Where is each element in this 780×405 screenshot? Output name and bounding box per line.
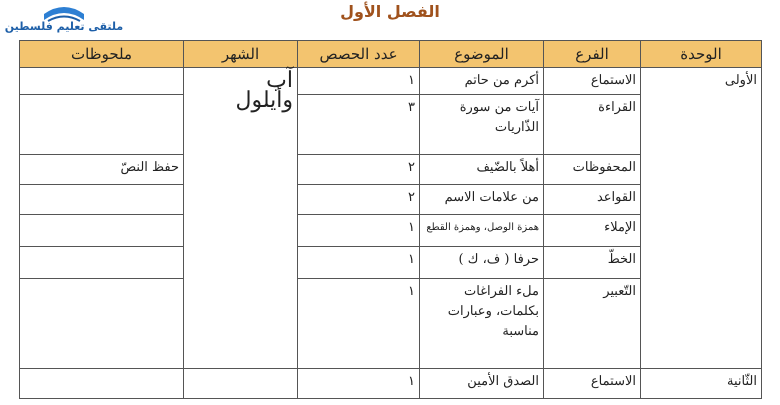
- topic-cell: من علامات الاسم: [420, 185, 544, 215]
- notes-cell: [20, 369, 184, 399]
- header-notes: ملحوظات: [20, 41, 184, 68]
- logo-text: ملتقى تعليم فلسطين: [4, 20, 124, 33]
- branch-cell: الاستماع: [544, 68, 641, 95]
- header-topic: الموضوع: [420, 41, 544, 68]
- plan-table: [19, 40, 762, 399]
- notes-cell: [20, 215, 184, 247]
- table-row: [20, 369, 762, 399]
- topic-cell: حرفا ( ف، ك ): [420, 247, 544, 279]
- periods-cell: ٢: [298, 185, 420, 215]
- topic-cell: أهلاً بالضّيف: [420, 155, 544, 185]
- month-line-1: آب: [266, 68, 293, 93]
- topic-cell: ملء الفراغات بكلمات، وعبارات مناسبة: [420, 279, 544, 369]
- notes-cell: [20, 185, 184, 215]
- table-row: [20, 68, 762, 95]
- site-logo: [4, 0, 124, 44]
- periods-cell: ٢: [298, 155, 420, 185]
- header-month: الشهر: [184, 41, 298, 68]
- notes-cell: حفظ النصّ: [20, 155, 184, 185]
- topic-cell: الصدق الأمين: [420, 369, 544, 399]
- table-header-row: [20, 41, 762, 68]
- topic-cell: أكرم من حاتم: [420, 68, 544, 95]
- unit-cell: الثّانية: [641, 369, 762, 399]
- topic-cell: همزة الوصل، وهمزة القطع: [420, 215, 544, 247]
- month-cell: [184, 369, 298, 399]
- branch-cell: الخطّ: [544, 247, 641, 279]
- book-icon: [4, 0, 124, 22]
- periods-cell: ٣: [298, 95, 420, 155]
- branch-cell: المحفوظات: [544, 155, 641, 185]
- periods-cell: ١: [298, 369, 420, 399]
- topic-cell: آيات من سورة الذّاريات: [420, 95, 544, 155]
- branch-cell: الاستماع: [544, 369, 641, 399]
- unit-cell: الأولى: [641, 68, 762, 369]
- branch-cell: التّعبير: [544, 279, 641, 369]
- header-branch: الفرع: [544, 41, 641, 68]
- notes-cell: [20, 279, 184, 369]
- branch-cell: الإملاء: [544, 215, 641, 247]
- header-unit: الوحدة: [641, 41, 762, 68]
- periods-cell: ١: [298, 247, 420, 279]
- notes-cell: [20, 68, 184, 95]
- month-cell: [184, 68, 298, 369]
- periods-cell: ١: [298, 68, 420, 95]
- notes-cell: [20, 95, 184, 155]
- periods-cell: ١: [298, 279, 420, 369]
- branch-cell: القراءة: [544, 95, 641, 155]
- branch-cell: القواعد: [544, 185, 641, 215]
- month-line-2: وأيلول: [235, 88, 293, 113]
- notes-cell: [20, 247, 184, 279]
- periods-cell: ١: [298, 215, 420, 247]
- page-title: الفصل الأول: [340, 2, 440, 21]
- header-periods: عدد الحصص: [298, 41, 420, 68]
